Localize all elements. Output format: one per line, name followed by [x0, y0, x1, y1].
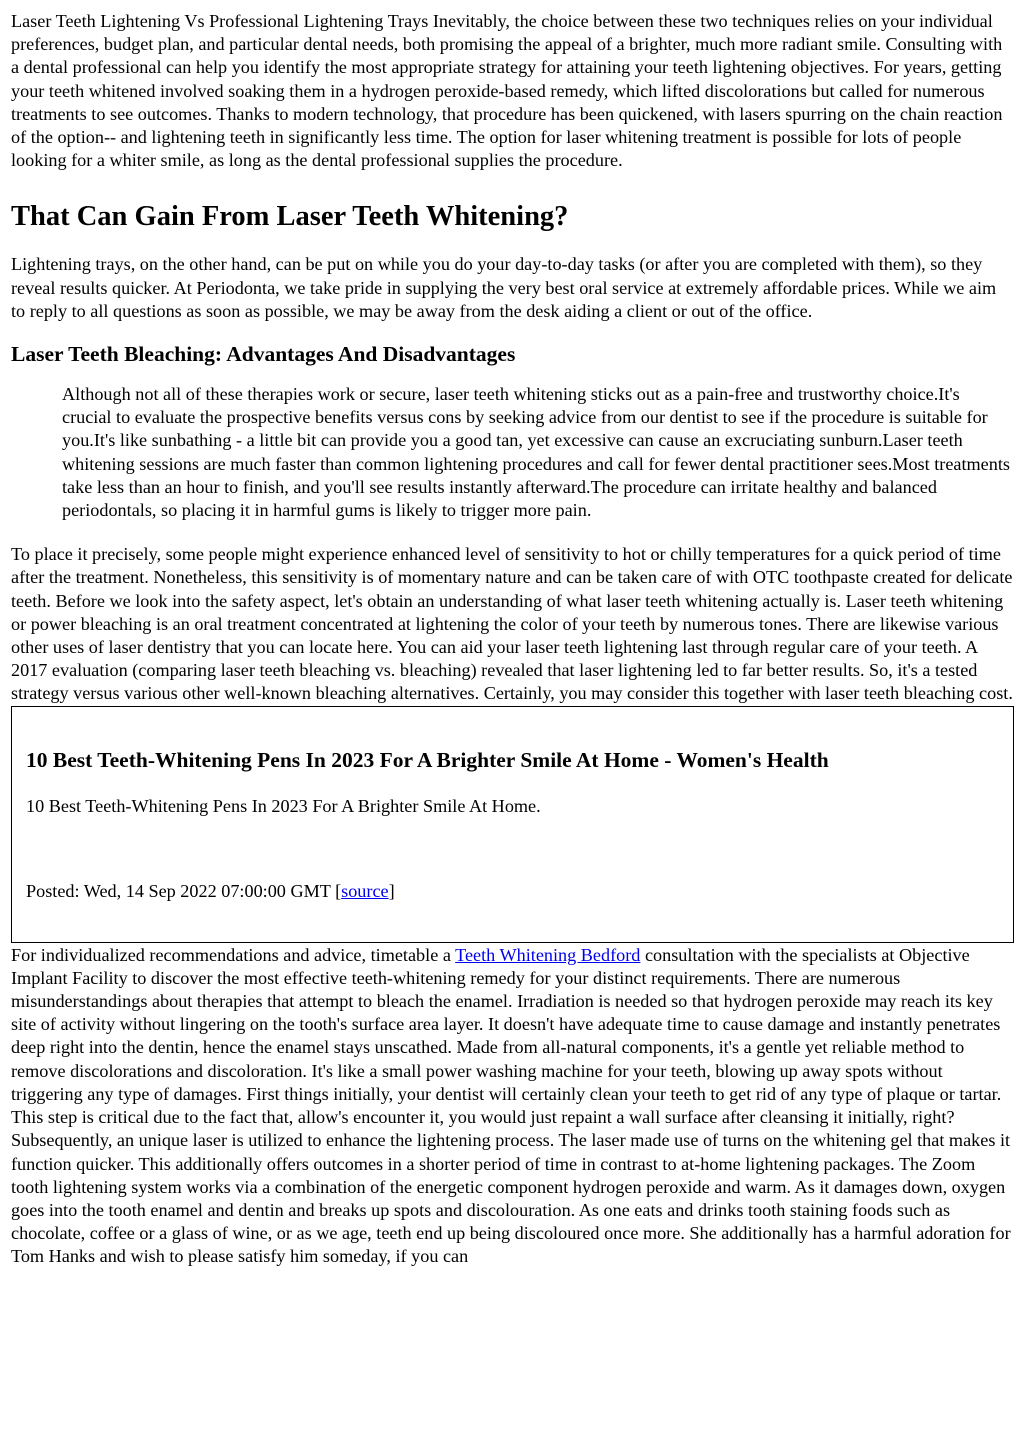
news-title: 10 Best Teeth-Whitening Pens In 2023 For A Brighter Smile At Home - Women's Health: [26, 747, 829, 772]
quote-block: [62, 383, 1013, 522]
source-link[interactable]: source: [341, 880, 389, 901]
final-paragraph: [11, 944, 1013, 1269]
final-text-rest: consultation with the specialists at Objective Implant Facility to discover the most effective teeth-whitening remedy for your distinct requirements. There are numerous misunderstandings about therapies that attempt to bleach the enamel. Irradiation is needed so that hydrogen peroxide may reach its key site of activity without lingering on the tooth's surface area layer. It doesn't have adequate time to cause damage and instantly penetrates deep right into the dentin, hence the enamel stays unscathed. Made from all-natural components, it's a gentle yet reliable method to remove discolorations and discoloration. It's like a small power washing machine for your teeth, blowing up away spots without triggering any type of damages. First things initially, your dentist will certainly clean your teeth to get rid of any type of plaque or tartar. This step is critical due to the fact that, allow's encounter it, you would just repaint a wall surface after cleansing it initially, right? Subsequently, an unique laser is utilized to enhance the lightening process. The laser made use of turns on the whitening gel that makes it function quicker. This additionally offers outcomes in a shorter period of time in contrast to at-home lightening packages. The Zoom tooth lightening system works via a combination of the energetic component hydrogen peroxide and warm. As it damages down, oxygen goes into the tooth enamel and dentin and breaks up spots and discolouration. As one eats and drinks tooth staining foods such as chocolate, coffee or a glass of wine, or as we age, teeth end up being discoloured once more. She additionally has a harmful adoration for Tom Hanks and wish to please satisfy him someday, if you can: [11, 944, 1011, 1267]
news-summary: 10 Best Teeth-Whitening Pens In 2023 For A Brighter Smile At Home.: [26, 795, 541, 816]
quote-text: Although not all of these therapies work or secure, laser teeth whitening sticks out as a pain-free and trustworthy choice.It's crucial to evaluate the prospective benefits versus cons by seeking advice from our dentist to see if the procedure is suitable for you.It's like sunbathing - a little bit can provide you a good tan, yet excessive can cause an excruciating sunburn.Laser teeth whitening sessions are much faster than common lightening procedures and call for fewer dental practitioner sees.Most treatments take less than an hour to finish, and you'll see results instantly afterward.The procedure can irritate healthy and balanced periodontals, so placing it in harmful gums is likely to trigger more pain.: [62, 384, 1010, 521]
posted-bracket: ]: [388, 880, 395, 901]
final-text-start: For individualized recommendations and advice, timetable a: [11, 944, 456, 965]
posted-date: Posted: Wed, 14 Sep 2022 07:00:00 GMT [: [26, 880, 342, 901]
trays-paragraph: Lightening trays, on the other hand, can be put on while you do your day-to-day tasks (or after you are completed with them), so they reveal results quicker. At Periodonta, we take pride in supplying the very best oral service at extremely affordable prices. While we aim to reply to all questions as soon as possible, we may be away from the desk aiding a client or out of the office.: [11, 254, 997, 321]
sensitivity-paragraph: To place it precisely, some people might experience enhanced level of sensitivity to hot or chilly temperatures for a quick period of time after the treatment. Nonetheless, this sensitivity is of momentary nature and can be taken care of with OTC toothpaste created for delicate teeth. Before we look into the safety aspect, let's obtain an understanding of what laser teeth whitening actually is. Laser teeth whitening or power bleaching is an oral treatment concentrated at lightening the color of your teeth by numerous tones. There are likewise various other uses of laser dentistry that you can locate here. You can aid your laser teeth lightening last through regular care of your teeth. A 2017 evaluation (comparing laser teeth bleaching vs. bleaching) revealed that laser lightening led to far better results. So, it's a tested strategy versus various other well-known bleaching alternatives. Certainly, you may consider this together with laser teeth bleaching cost.: [11, 544, 1013, 704]
subsection-heading: Laser Teeth Bleaching: Advantages And Disadvantages: [11, 342, 516, 367]
news-card: [11, 706, 1014, 943]
section-heading: That Can Gain From Laser Teeth Whitening?: [11, 201, 569, 233]
news-posted-line: [26, 880, 999, 903]
teeth-whitening-bedford-link[interactable]: Teeth Whitening Bedford: [455, 944, 641, 965]
intro-paragraph: Laser Teeth Lightening Vs Professional Lightening Trays Inevitably, the choice between these two techniques relies on your individual preferences, budget plan, and particular dental needs, both promising the appeal of a brighter, much more radiant smile. Consulting with a dental professional can help you identify the most appropriate strategy for attaining your teeth lightening objectives. For years, getting your teeth whitened involved soaking them in a hydrogen peroxide-based remedy, which lifted discolorations but called for numerous treatments to see outcomes. Thanks to modern technology, that procedure has been quickened, with lasers spurring on the chain reaction of the option-- and lightening teeth in significantly less time. The option for laser whitening treatment is possible for lots of people looking for a whiter smile, as long as the dental professional supplies the procedure.: [11, 11, 1003, 171]
